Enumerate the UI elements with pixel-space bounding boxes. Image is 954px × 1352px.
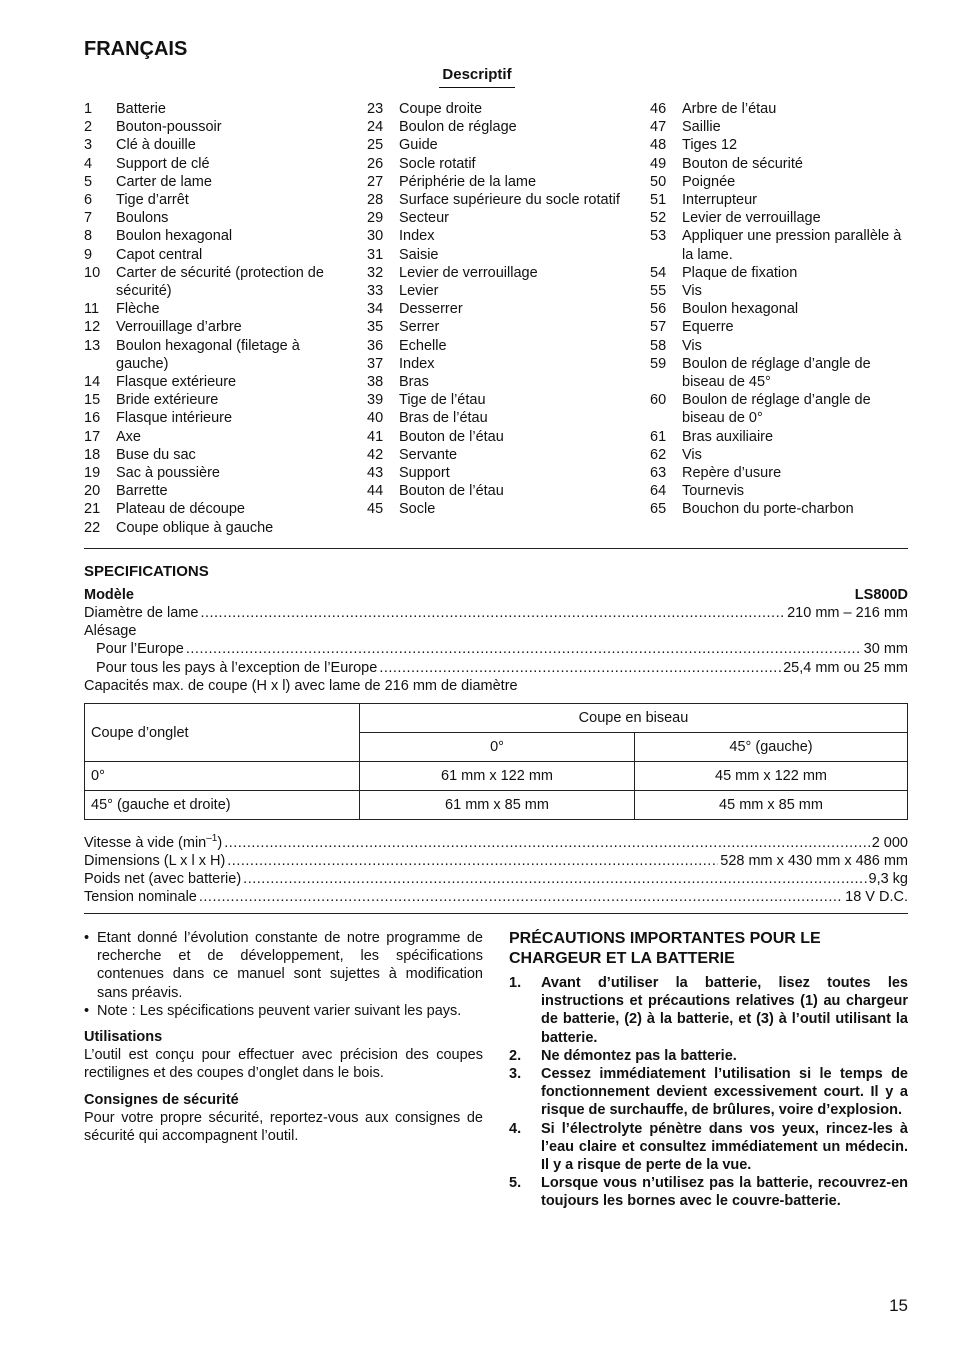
item-number: 12	[84, 319, 101, 336]
uses-text: L’outil est conçu pour effectuer avec précision des coupes rectilignes et des coupes d’onglet dans le bois.	[84, 1047, 483, 1082]
list-item: • Etant donné l’évolution constante de notre programme de recherche et de développement, les spécifications contenues dans ce manuel sont sujettes à modification sans préavis.	[84, 930, 483, 1001]
item-number: 61	[650, 428, 667, 445]
list-item	[84, 519, 354, 537]
item-number: 36	[367, 337, 384, 354]
item-label: Poignée	[682, 173, 736, 190]
list-item	[84, 264, 354, 300]
item-number: 28	[367, 192, 384, 209]
item-label: Bouton de l’étau	[399, 483, 504, 500]
speed-value: 2 000	[871, 835, 908, 851]
item-label: Bouton de l’étau	[399, 428, 504, 445]
list-item	[650, 318, 908, 336]
page-number: 15	[889, 1296, 908, 1315]
list-item	[367, 264, 639, 282]
item-label: Serrer	[399, 319, 440, 336]
item-label: Buse du sac	[116, 446, 196, 463]
list-item	[509, 1065, 908, 1120]
item-number: 32	[367, 264, 384, 281]
item-label: Appliquer une pression parallèle à la lame.	[682, 228, 902, 263]
item-number: 6	[84, 192, 93, 209]
item-number: 56	[650, 301, 667, 318]
item-number: 60	[650, 392, 667, 409]
item-label: Vis	[682, 283, 702, 300]
item-label: Secteur	[399, 210, 449, 227]
item-label: Plaque de fixation	[682, 264, 798, 281]
list-item	[367, 209, 639, 227]
item-label: Bras	[399, 374, 429, 391]
item-label: Bras de l’étau	[399, 410, 488, 427]
uses-title: Utilisations	[84, 1029, 163, 1046]
voltage-value: 18 V D.C.	[845, 889, 908, 905]
list-item	[650, 482, 908, 500]
section-title-text: Descriptif	[439, 66, 514, 88]
item-label: Vis	[682, 337, 702, 354]
item-number: 59	[650, 355, 667, 372]
item-number: 30	[367, 228, 384, 245]
item-label: Boulon hexagonal	[116, 228, 233, 245]
list-item	[650, 136, 908, 154]
item-number: 64	[650, 483, 667, 500]
weight-label: Poids net (avec batterie)	[84, 871, 242, 887]
item-label: Carter de lame	[116, 173, 212, 190]
item-number: 9	[84, 246, 93, 263]
list-item	[650, 446, 908, 464]
item-label: Sac à poussière	[116, 465, 220, 482]
list-item	[650, 337, 908, 355]
bore-label: Alésage	[84, 623, 137, 639]
weight-row	[84, 870, 908, 888]
item-number: 3.	[509, 1066, 522, 1083]
list-item	[367, 391, 639, 409]
list-item	[367, 118, 639, 136]
model-value: LS800D	[854, 587, 908, 603]
item-label: Index	[399, 355, 435, 372]
item-label: Levier de verrouillage	[682, 210, 821, 227]
item-number: 23	[367, 101, 384, 117]
item-number: 1.	[509, 975, 522, 991]
item-number: 24	[367, 119, 384, 136]
item-label: Equerre	[682, 319, 734, 336]
bullet-text: Note : Les spécifications peuvent varier suivant les pays.	[97, 1002, 462, 1019]
list-item	[367, 409, 639, 427]
list-item	[84, 100, 354, 118]
item-number: 15	[84, 392, 101, 409]
list-item	[84, 482, 354, 500]
list-item: • Note : Les spécifications peuvent varier suivant les pays.	[84, 1002, 483, 1020]
list-item	[367, 100, 639, 118]
bevel-45-header: 45° (gauche)	[635, 733, 908, 762]
weight-value: 9,3 kg	[868, 871, 908, 887]
list-item	[367, 300, 639, 318]
list-item	[84, 136, 354, 154]
item-number: 54	[650, 264, 667, 281]
list-item	[650, 391, 908, 427]
item-number: 44	[367, 483, 384, 500]
item-text: Lorsque vous n’utilisez pas la batterie, recouvrez-en toujours les bornes avec le couvre-batterie.	[541, 1175, 908, 1210]
item-number: 27	[367, 173, 384, 190]
item-number: 10	[84, 264, 101, 281]
item-number: 2.	[509, 1047, 522, 1064]
item-text: Cessez immédiatement l’utilisation si le temps de fonctionnement devient excessivement court. Il y a risque de surchauffe, de brûlures, voire d’explosion.	[541, 1066, 908, 1119]
list-item	[84, 446, 354, 464]
table-cell: 0°	[85, 762, 360, 791]
precautions-column	[509, 929, 908, 1211]
item-label: Tige d’arrêt	[116, 192, 189, 209]
list-item	[367, 464, 639, 482]
blade-diameter-value: 210 mm – 216 mm	[787, 605, 908, 621]
capacity-label: Capacités max. de coupe (H x l) avec lame de 216 mm de diamètre	[84, 678, 518, 694]
item-number: 5	[84, 173, 93, 190]
list-item	[650, 355, 908, 391]
list-item	[367, 446, 639, 464]
blade-diameter-row	[84, 604, 908, 622]
item-label: Arbre de l’étau	[682, 101, 777, 117]
parts-list-col2	[367, 100, 639, 519]
list-item	[84, 409, 354, 427]
item-label: Tournevis	[682, 483, 745, 500]
list-item	[367, 155, 639, 173]
list-item	[84, 337, 354, 373]
item-label: Boulon de réglage d’angle de biseau de 45°	[682, 355, 871, 391]
item-label: Socle rotatif	[399, 155, 476, 172]
item-label: Guide	[399, 137, 438, 154]
item-label: Capot central	[116, 246, 203, 263]
blade-diameter-label: Diamètre de lame	[84, 605, 199, 621]
list-item	[509, 974, 908, 1047]
model-row	[84, 586, 908, 604]
item-number: 51	[650, 192, 667, 209]
table-row	[85, 762, 908, 791]
table-cell: 61 mm x 85 mm	[360, 791, 635, 820]
miter-header: Coupe d’onglet	[85, 704, 360, 762]
bore-other-row	[96, 659, 908, 677]
table-row	[85, 791, 908, 820]
item-number: 7	[84, 210, 93, 227]
item-label: Repère d’usure	[682, 465, 782, 482]
voltage-label: Tension nominale	[84, 889, 197, 905]
list-item	[650, 227, 908, 263]
item-number: 8	[84, 228, 93, 245]
item-label: Bras auxiliaire	[682, 428, 774, 445]
item-number: 16	[84, 410, 101, 427]
bullet-text: Etant donné l’évolution constante de notre programme de recherche et de développement, les spécifications contenues dans ce manuel sont sujettes à modification sans préavis.	[97, 930, 483, 1001]
list-item	[367, 428, 639, 446]
item-label: Clé à douille	[116, 137, 196, 154]
bore-europe-row	[96, 640, 908, 658]
item-label: Carter de sécurité (protection de sécurité)	[116, 264, 324, 300]
item-label: Boulon hexagonal	[682, 301, 799, 318]
item-number: 47	[650, 119, 667, 136]
item-label: Socle	[399, 501, 436, 518]
item-number: 46	[650, 101, 667, 117]
list-item	[84, 191, 354, 209]
item-number: 63	[650, 465, 667, 482]
item-number: 38	[367, 374, 384, 391]
item-number: 4.	[509, 1120, 522, 1137]
divider	[84, 913, 908, 914]
list-item	[84, 428, 354, 446]
item-number: 26	[367, 155, 384, 172]
list-item	[84, 500, 354, 518]
item-number: 31	[367, 246, 384, 263]
item-label: Interrupteur	[682, 192, 757, 209]
list-item	[650, 191, 908, 209]
voltage-row	[84, 888, 908, 906]
list-item	[650, 500, 908, 518]
table-cell: 45 mm x 122 mm	[635, 762, 908, 791]
section-title	[0, 66, 954, 83]
list-item	[650, 282, 908, 300]
model-label: Modèle	[84, 587, 134, 603]
item-label: Boulons	[116, 210, 169, 227]
item-label: Bouchon du porte-charbon	[682, 501, 854, 518]
item-number: 33	[367, 283, 384, 300]
item-number: 50	[650, 173, 667, 190]
item-number: 34	[367, 301, 384, 318]
item-label: Vis	[682, 446, 702, 463]
item-label: Support de clé	[116, 155, 210, 172]
item-number: 35	[367, 319, 384, 336]
item-label: Barrette	[116, 483, 168, 500]
list-item	[84, 118, 354, 136]
list-item	[367, 355, 639, 373]
item-number: 41	[367, 428, 384, 445]
speed-label-sup: –1	[206, 833, 218, 845]
list-item	[367, 191, 639, 209]
item-label: Echelle	[399, 337, 447, 354]
item-number: 3	[84, 137, 93, 154]
item-label: Batterie	[116, 101, 166, 117]
item-label: Saisie	[399, 246, 439, 263]
table-cell: 45° (gauche et droite)	[85, 791, 360, 820]
list-item	[650, 209, 908, 227]
list-item	[367, 227, 639, 245]
speed-row	[84, 834, 908, 852]
list-item	[367, 373, 639, 391]
list-item	[84, 209, 354, 227]
item-number: 21	[84, 501, 101, 518]
speed-label-pre: Vitesse à vide (min	[84, 835, 207, 851]
list-item	[367, 482, 639, 500]
item-label: Coupe oblique à gauche	[116, 519, 274, 536]
list-item	[84, 300, 354, 318]
item-number: 65	[650, 501, 667, 518]
bore-europe-label: Pour l’Europe	[96, 641, 184, 657]
list-item	[84, 173, 354, 191]
item-label: Desserrer	[399, 301, 463, 318]
precautions-title: PRÉCAUTIONS IMPORTANTES POUR LE CHARGEUR ET LA BATTERIE	[509, 930, 821, 967]
item-number: 62	[650, 446, 667, 463]
item-label: Saillie	[682, 119, 721, 136]
list-item	[509, 1120, 908, 1175]
list-item	[367, 246, 639, 264]
item-label: Tiges 12	[682, 137, 738, 154]
item-number: 42	[367, 446, 384, 463]
table-cell: 45 mm x 85 mm	[635, 791, 908, 820]
list-item	[84, 391, 354, 409]
item-number: 29	[367, 210, 384, 227]
dimensions-row	[84, 852, 908, 870]
item-number: 53	[650, 228, 667, 245]
list-item	[650, 428, 908, 446]
item-number: 2	[84, 119, 93, 136]
item-label: Flasque intérieure	[116, 410, 233, 427]
item-label: Surface supérieure du socle rotatif	[399, 192, 620, 209]
list-item	[84, 318, 354, 336]
list-item	[367, 318, 639, 336]
item-number: 14	[84, 374, 101, 391]
list-item	[650, 264, 908, 282]
bore-other-label: Pour tous les pays à l’exception de l’Europe	[96, 660, 378, 676]
safety-title: Consignes de sécurité	[84, 1091, 239, 1108]
list-item	[650, 464, 908, 482]
item-label: Flèche	[116, 301, 160, 318]
bevel-header: Coupe en biseau	[360, 704, 908, 733]
item-number: 22	[84, 519, 101, 536]
list-item	[84, 373, 354, 391]
list-item	[509, 1047, 908, 1065]
item-label: Bride extérieure	[116, 392, 219, 409]
list-item	[84, 246, 354, 264]
item-number: 37	[367, 355, 384, 372]
item-number: 55	[650, 283, 667, 300]
list-item	[367, 282, 639, 300]
list-item	[509, 1174, 908, 1210]
item-number: 18	[84, 446, 101, 463]
item-number: 40	[367, 410, 384, 427]
bore-row	[84, 622, 908, 640]
item-number: 25	[367, 137, 384, 154]
item-number: 5.	[509, 1175, 522, 1192]
item-number: 1	[84, 101, 93, 117]
specs-title: SPECIFICATIONS	[84, 563, 209, 580]
parts-list-col3	[650, 100, 908, 519]
item-number: 4	[84, 155, 93, 172]
item-number: 19	[84, 465, 101, 482]
item-label: Index	[399, 228, 435, 245]
list-item	[650, 173, 908, 191]
list-item	[650, 300, 908, 318]
precautions-list	[509, 974, 908, 1211]
item-label: Plateau de découpe	[116, 501, 245, 518]
item-number: 49	[650, 155, 667, 172]
dimensions-label: Dimensions (L x l x H)	[84, 853, 226, 869]
item-number: 11	[84, 301, 100, 318]
list-item	[367, 337, 639, 355]
item-number: 39	[367, 392, 384, 409]
item-label: Levier	[399, 283, 439, 300]
item-text: Si l’électrolyte pénètre dans vos yeux, rincez-les à l’eau claire et consultez immédiatement un médecin. Il y a risque de perte de la vue.	[541, 1120, 908, 1174]
item-label: Périphérie de la lame	[399, 173, 537, 190]
item-number: 48	[650, 137, 667, 154]
capacity-row	[84, 677, 908, 695]
item-label: Boulon hexagonal (filetage à gauche)	[116, 337, 300, 372]
item-label: Tige de l’étau	[399, 392, 486, 409]
list-item	[367, 173, 639, 191]
item-text: Ne démontez pas la batterie.	[541, 1047, 737, 1064]
item-number: 13	[84, 337, 101, 354]
safety-text: Pour votre propre sécurité, reportez-vous aux consignes de sécurité qui accompagnent l’outil.	[84, 1109, 483, 1145]
list-item	[84, 464, 354, 482]
bore-europe-value: 30 mm	[863, 641, 908, 657]
bevel-0-header: 0°	[360, 733, 635, 762]
item-label: Axe	[116, 428, 141, 445]
speed-label	[84, 834, 222, 852]
item-label: Verrouillage d’arbre	[116, 319, 242, 336]
language-heading: FRANÇAIS	[84, 38, 188, 60]
list-item	[84, 227, 354, 245]
table-cell: 61 mm x 122 mm	[360, 762, 635, 791]
list-item	[650, 118, 908, 136]
item-label: Bouton-poussoir	[116, 119, 222, 136]
item-label: Boulon de réglage	[399, 119, 517, 136]
item-number: 57	[650, 319, 667, 336]
item-label: Bouton de sécurité	[682, 155, 803, 172]
list-item	[650, 155, 908, 173]
item-number: 58	[650, 337, 667, 354]
item-label: Levier de verrouillage	[399, 264, 538, 281]
list-item	[367, 136, 639, 154]
parts-list-col1	[84, 100, 354, 537]
item-label: Coupe droite	[399, 101, 483, 117]
dimensions-value: 528 mm x 430 mm x 486 mm	[720, 853, 908, 869]
item-text: Avant d’utiliser la batterie, lisez toutes les instructions et précautions relatives (1) au chargeur de batterie, (2) à la batterie, et (3) à l’outil utilisant la batterie.	[541, 975, 908, 1046]
item-label: Boulon de réglage d’angle de biseau de 0°	[682, 392, 871, 427]
item-label: Support	[399, 465, 450, 482]
list-item	[367, 500, 639, 518]
divider	[84, 548, 908, 549]
item-number: 20	[84, 483, 101, 500]
list-item	[650, 100, 908, 118]
capacity-table	[84, 703, 908, 820]
list-item	[84, 155, 354, 173]
item-number: 45	[367, 501, 384, 518]
item-label: Servante	[399, 446, 458, 463]
speed-label-post: )	[217, 835, 223, 851]
item-number: 43	[367, 465, 384, 482]
notes-column	[84, 929, 483, 1145]
bore-other-value: 25,4 mm ou 25 mm	[783, 660, 908, 676]
item-number: 52	[650, 210, 667, 227]
item-number: 17	[84, 428, 101, 445]
item-label: Flasque extérieure	[116, 374, 237, 391]
